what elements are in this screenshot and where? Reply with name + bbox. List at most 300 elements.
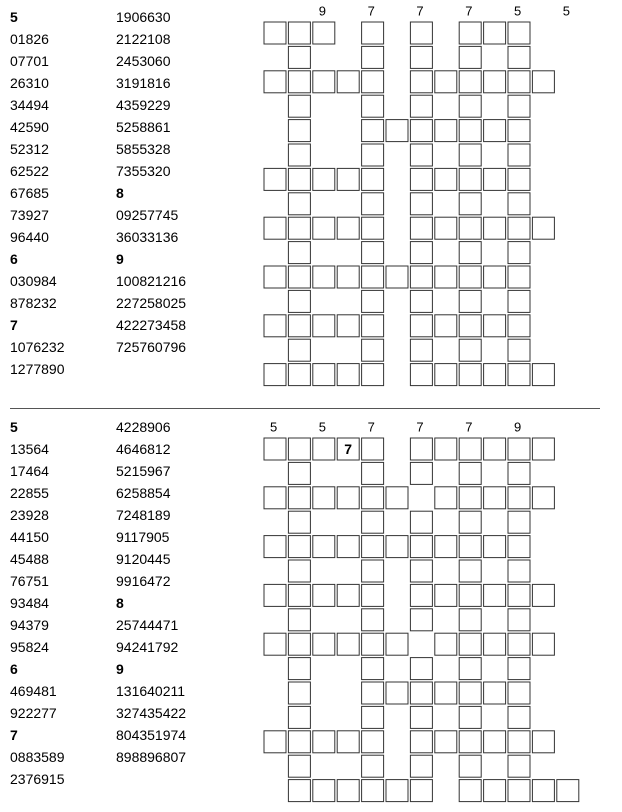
- word-entry: 2122108: [116, 31, 171, 47]
- grid-cell[interactable]: [288, 144, 310, 166]
- grid-cell[interactable]: [288, 193, 310, 215]
- grid-cell[interactable]: [435, 487, 457, 509]
- grid-cell[interactable]: [313, 633, 335, 655]
- grid-cell[interactable]: [459, 144, 481, 166]
- word-entry: 26310: [10, 75, 49, 91]
- grid-cell[interactable]: [508, 438, 530, 460]
- grid-cell[interactable]: [337, 536, 359, 558]
- grid-cell[interactable]: [435, 168, 457, 190]
- grid-cell[interactable]: [435, 266, 457, 288]
- grid-cell[interactable]: [508, 731, 530, 753]
- grid-cell[interactable]: [435, 584, 457, 606]
- grid-cell[interactable]: [459, 95, 481, 117]
- grid-cell[interactable]: [288, 290, 310, 312]
- word-entry: 93484: [10, 595, 49, 611]
- word-entry: 01826: [10, 31, 49, 47]
- grid-cell[interactable]: [313, 217, 335, 239]
- grid-cell[interactable]: [508, 71, 530, 93]
- grid-cell[interactable]: [532, 364, 554, 386]
- grid-cell[interactable]: [362, 95, 384, 117]
- grid-cell[interactable]: [386, 536, 408, 558]
- grid-cell[interactable]: [459, 217, 481, 239]
- grid-cell[interactable]: [410, 168, 432, 190]
- grid-cell[interactable]: [484, 168, 506, 190]
- grid-cell[interactable]: [386, 120, 408, 142]
- grid-cell[interactable]: [362, 71, 384, 93]
- grid-cell[interactable]: [508, 560, 530, 582]
- grid-cell[interactable]: [459, 438, 481, 460]
- grid-cell[interactable]: [362, 682, 384, 704]
- grid-cell[interactable]: [459, 46, 481, 68]
- grid-cell[interactable]: [410, 339, 432, 361]
- grid-cell[interactable]: [264, 536, 286, 558]
- grid-cell[interactable]: [313, 71, 335, 93]
- grid-cell[interactable]: [362, 438, 384, 460]
- grid-cell[interactable]: [508, 242, 530, 264]
- grid-cell[interactable]: [362, 731, 384, 753]
- grid-cell[interactable]: [288, 487, 310, 509]
- grid-cell[interactable]: [410, 364, 432, 386]
- length-header: 9: [116, 251, 124, 267]
- grid-cell[interactable]: [459, 71, 481, 93]
- grid-cell[interactable]: [410, 315, 432, 337]
- word-entry: 9916472: [116, 573, 171, 589]
- grid-cell[interactable]: [337, 266, 359, 288]
- grid-cell[interactable]: [288, 315, 310, 337]
- grid-cell[interactable]: [264, 71, 286, 93]
- grid-cell[interactable]: [508, 193, 530, 215]
- grid-cell[interactable]: [508, 315, 530, 337]
- word-entry: 7355320: [116, 163, 171, 179]
- grid-cell[interactable]: [435, 120, 457, 142]
- grid-cell[interactable]: [264, 438, 286, 460]
- grid-cell[interactable]: [410, 438, 432, 460]
- grid-cell[interactable]: [288, 339, 310, 361]
- grid-cell[interactable]: [435, 364, 457, 386]
- grid-cell[interactable]: [508, 339, 530, 361]
- word-entry: 1277890: [10, 361, 65, 377]
- grid-cell[interactable]: [313, 731, 335, 753]
- word-entry: 96440: [10, 229, 49, 245]
- grid-cell[interactable]: [264, 487, 286, 509]
- word-length-label: 9: [318, 3, 327, 19]
- grid-cell[interactable]: [264, 315, 286, 337]
- grid-cell[interactable]: [362, 706, 384, 728]
- grid-cell[interactable]: [484, 71, 506, 93]
- grid-cell[interactable]: [288, 536, 310, 558]
- grid-cell[interactable]: [362, 755, 384, 777]
- grid-cell[interactable]: [362, 266, 384, 288]
- grid-cell[interactable]: [264, 364, 286, 386]
- grid-cell[interactable]: [337, 633, 359, 655]
- grid-cell[interactable]: [508, 536, 530, 558]
- grid-cell[interactable]: [264, 168, 286, 190]
- grid-cell[interactable]: [459, 633, 481, 655]
- grid-cell[interactable]: [362, 487, 384, 509]
- grid-cell[interactable]: [410, 755, 432, 777]
- grid-cell[interactable]: [435, 217, 457, 239]
- word-length-label: 5: [318, 419, 327, 435]
- grid-cell[interactable]: [313, 22, 335, 44]
- word-entry: 17464: [10, 463, 49, 479]
- grid-cell[interactable]: [410, 462, 432, 484]
- grid-cell[interactable]: [288, 658, 310, 680]
- grid-cell[interactable]: [362, 290, 384, 312]
- grid-cell[interactable]: [508, 658, 530, 680]
- grid-cell[interactable]: [410, 511, 432, 533]
- grid-cell[interactable]: [264, 22, 286, 44]
- grid-cell[interactable]: [484, 633, 506, 655]
- crossword-grid: [0, 410, 622, 810]
- grid-cell[interactable]: [410, 217, 432, 239]
- grid-cell[interactable]: [410, 95, 432, 117]
- grid-cell[interactable]: [337, 364, 359, 386]
- grid-cell[interactable]: [508, 290, 530, 312]
- grid-cell[interactable]: [484, 731, 506, 753]
- grid-cell[interactable]: [288, 266, 310, 288]
- grid-cell[interactable]: [459, 755, 481, 777]
- grid-cell[interactable]: [313, 536, 335, 558]
- word-length-label: 7: [416, 419, 424, 435]
- word-entry: 1076232: [10, 339, 65, 355]
- grid-cell[interactable]: [288, 633, 310, 655]
- grid-cell[interactable]: [313, 584, 335, 606]
- grid-cell[interactable]: [362, 217, 384, 239]
- grid-cell[interactable]: [410, 266, 432, 288]
- word-entry: 725760796: [116, 339, 187, 355]
- grid-cell[interactable]: [532, 438, 554, 460]
- grid-cell[interactable]: [337, 217, 359, 239]
- grid-cell[interactable]: [508, 168, 530, 190]
- grid-cell[interactable]: [410, 560, 432, 582]
- grid-cell[interactable]: [386, 682, 408, 704]
- grid-cell[interactable]: [484, 22, 506, 44]
- crossword-grid: [0, 0, 622, 400]
- grid-cell[interactable]: [459, 290, 481, 312]
- grid-cell[interactable]: [288, 706, 310, 728]
- puzzle-2: [0, 410, 622, 810]
- grid-cell[interactable]: [337, 731, 359, 753]
- grid-cell[interactable]: [508, 633, 530, 655]
- word-entry: 52312: [10, 141, 49, 157]
- grid-cell[interactable]: [386, 633, 408, 655]
- grid-cell[interactable]: [410, 193, 432, 215]
- grid-cell[interactable]: [362, 780, 384, 802]
- grid-cell[interactable]: [362, 584, 384, 606]
- grid-cell[interactable]: [313, 780, 335, 802]
- grid-cell[interactable]: [288, 242, 310, 264]
- grid-cell[interactable]: [386, 780, 408, 802]
- grid-cell[interactable]: [410, 609, 432, 631]
- grid-cell[interactable]: [288, 560, 310, 582]
- word-length-label: 9: [514, 419, 522, 435]
- grid-cell[interactable]: [459, 339, 481, 361]
- length-header: 6: [10, 251, 18, 267]
- grid-cell[interactable]: [459, 609, 481, 631]
- grid-cell[interactable]: [459, 315, 481, 337]
- grid-cell[interactable]: [459, 266, 481, 288]
- grid-cell[interactable]: [484, 682, 506, 704]
- grid-cell[interactable]: [459, 706, 481, 728]
- grid-cell[interactable]: [288, 95, 310, 117]
- grid-cell[interactable]: [410, 242, 432, 264]
- grid-cell[interactable]: [435, 315, 457, 337]
- word-entry: 1906630: [116, 9, 171, 25]
- grid-cell[interactable]: [484, 266, 506, 288]
- grid-cell[interactable]: [484, 217, 506, 239]
- grid-cell[interactable]: [459, 560, 481, 582]
- length-header: 8: [116, 595, 124, 611]
- grid-cell[interactable]: [362, 339, 384, 361]
- grid-cell[interactable]: [459, 780, 481, 802]
- word-entry: 5258861: [116, 119, 171, 135]
- grid-cell[interactable]: [288, 22, 310, 44]
- grid-cell[interactable]: [435, 731, 457, 753]
- grid-cell[interactable]: [508, 609, 530, 631]
- grid-cell[interactable]: [362, 120, 384, 142]
- length-header: 6: [10, 661, 18, 677]
- grid-cell[interactable]: [410, 120, 432, 142]
- grid-cell[interactable]: [459, 731, 481, 753]
- grid-cell[interactable]: [410, 584, 432, 606]
- grid-cell[interactable]: [508, 584, 530, 606]
- grid-cell[interactable]: [386, 266, 408, 288]
- grid-cell[interactable]: [362, 560, 384, 582]
- grid-cell[interactable]: [410, 658, 432, 680]
- grid-cell[interactable]: [337, 168, 359, 190]
- grid-cell[interactable]: [459, 168, 481, 190]
- grid-cell[interactable]: [459, 536, 481, 558]
- grid-cell[interactable]: [508, 780, 530, 802]
- grid-cell[interactable]: [288, 731, 310, 753]
- grid-cell[interactable]: [459, 511, 481, 533]
- grid-cell[interactable]: [288, 168, 310, 190]
- grid-cell[interactable]: [508, 364, 530, 386]
- word-entry: 9117905: [116, 529, 170, 545]
- grid-cell[interactable]: [532, 71, 554, 93]
- grid-cell[interactable]: [362, 315, 384, 337]
- grid-cell[interactable]: [337, 487, 359, 509]
- grid-cell[interactable]: [362, 242, 384, 264]
- word-entry: 09257745: [116, 207, 179, 223]
- grid-cell[interactable]: [410, 780, 432, 802]
- grid-cell[interactable]: [484, 780, 506, 802]
- grid-cell[interactable]: [288, 364, 310, 386]
- word-length-label: 7: [367, 419, 375, 435]
- grid-cell[interactable]: [508, 95, 530, 117]
- grid-cell[interactable]: [557, 780, 579, 802]
- word-entry: 13564: [10, 441, 49, 457]
- length-header: 7: [10, 317, 18, 333]
- grid-cell[interactable]: [532, 584, 554, 606]
- word-entry: 94379: [10, 617, 49, 633]
- grid-cell[interactable]: [362, 633, 384, 655]
- grid-cell[interactable]: [508, 706, 530, 728]
- word-length-label: 5: [562, 3, 571, 19]
- word-entry: 469481: [10, 683, 57, 699]
- grid-cell[interactable]: [410, 22, 432, 44]
- grid-cell[interactable]: [313, 168, 335, 190]
- grid-cell[interactable]: [264, 584, 286, 606]
- grid-cell[interactable]: [288, 780, 310, 802]
- grid-cell[interactable]: [337, 780, 359, 802]
- word-entry: 22855: [10, 485, 49, 501]
- word-entry: 9120445: [116, 551, 171, 567]
- grid-cell[interactable]: [288, 584, 310, 606]
- word-entry: 5215967: [116, 463, 171, 479]
- grid-cell[interactable]: [288, 755, 310, 777]
- grid-cell[interactable]: [484, 438, 506, 460]
- grid-cell[interactable]: [362, 364, 384, 386]
- grid-cell[interactable]: [508, 755, 530, 777]
- grid-cell[interactable]: [532, 780, 554, 802]
- grid-cell[interactable]: [532, 217, 554, 239]
- grid-cell[interactable]: [362, 658, 384, 680]
- grid-cell[interactable]: [459, 22, 481, 44]
- grid-cell[interactable]: [459, 682, 481, 704]
- grid-cell[interactable]: [362, 609, 384, 631]
- grid-cell[interactable]: [410, 46, 432, 68]
- grid-cell[interactable]: [508, 120, 530, 142]
- grid-cell[interactable]: [337, 71, 359, 93]
- grid-cell[interactable]: [362, 193, 384, 215]
- word-entry: 73927: [10, 207, 49, 223]
- grid-cell[interactable]: [532, 731, 554, 753]
- grid-cell[interactable]: [508, 22, 530, 44]
- word-entry: 131640211: [116, 683, 186, 699]
- length-header: 5: [10, 9, 18, 25]
- grid-cell[interactable]: [435, 71, 457, 93]
- grid-cell[interactable]: [313, 487, 335, 509]
- grid-cell[interactable]: [459, 487, 481, 509]
- word-entry: 25744471: [116, 617, 179, 633]
- grid-cell[interactable]: [508, 682, 530, 704]
- grid-cell[interactable]: [484, 584, 506, 606]
- grid-cell[interactable]: [362, 511, 384, 533]
- word-entry: 6258854: [116, 485, 171, 501]
- grid-cell[interactable]: [337, 315, 359, 337]
- grid-cell[interactable]: [362, 168, 384, 190]
- word-length-label: 5: [514, 3, 522, 19]
- grid-cell[interactable]: [410, 682, 432, 704]
- grid-cell[interactable]: [484, 487, 506, 509]
- word-entry: 227258025: [116, 295, 187, 311]
- grid-cell[interactable]: [508, 511, 530, 533]
- grid-cell[interactable]: [508, 462, 530, 484]
- grid-cell[interactable]: [459, 364, 481, 386]
- grid-cell[interactable]: [484, 364, 506, 386]
- grid-cell[interactable]: [532, 633, 554, 655]
- grid-cell[interactable]: [362, 144, 384, 166]
- grid-cell[interactable]: [362, 46, 384, 68]
- word-entry: 922277: [10, 705, 57, 721]
- word-entry: 36033136: [116, 229, 179, 245]
- grid-cell[interactable]: [386, 487, 408, 509]
- length-header: 8: [116, 185, 124, 201]
- grid-cell[interactable]: [459, 462, 481, 484]
- length-header: 7: [10, 727, 18, 743]
- grid-cell[interactable]: [459, 242, 481, 264]
- grid-cell[interactable]: [435, 682, 457, 704]
- grid-cell[interactable]: [459, 193, 481, 215]
- grid-cell[interactable]: [288, 120, 310, 142]
- grid-cell[interactable]: [288, 609, 310, 631]
- grid-cell[interactable]: [484, 315, 506, 337]
- grid-cell[interactable]: [313, 266, 335, 288]
- grid-cell[interactable]: [410, 706, 432, 728]
- grid-cell[interactable]: [410, 144, 432, 166]
- word-entry: 422273458: [116, 317, 187, 333]
- grid-cell[interactable]: [362, 536, 384, 558]
- grid-cell[interactable]: [508, 266, 530, 288]
- grid-cell[interactable]: [435, 536, 457, 558]
- word-entry: 804351974: [116, 727, 187, 743]
- word-entry: 7248189: [116, 507, 171, 523]
- grid-cell[interactable]: [484, 120, 506, 142]
- grid-cell[interactable]: [288, 511, 310, 533]
- word-entry: 898896807: [116, 749, 187, 765]
- grid-cell[interactable]: [264, 266, 286, 288]
- puzzle-1: [0, 0, 622, 400]
- puzzle-divider: [10, 408, 600, 409]
- grid-cell[interactable]: [337, 584, 359, 606]
- grid-cell[interactable]: [313, 438, 335, 460]
- word-length-label: 7: [367, 3, 375, 19]
- grid-cell[interactable]: [508, 487, 530, 509]
- word-entry: 42590: [10, 119, 49, 135]
- grid-cell[interactable]: [313, 364, 335, 386]
- grid-cell[interactable]: [288, 217, 310, 239]
- grid-cell[interactable]: [410, 71, 432, 93]
- grid-cell[interactable]: [264, 731, 286, 753]
- grid-cell[interactable]: [484, 536, 506, 558]
- grid-cell[interactable]: [288, 462, 310, 484]
- grid-cell[interactable]: [459, 658, 481, 680]
- grid-cell[interactable]: [410, 290, 432, 312]
- grid-cell[interactable]: [288, 71, 310, 93]
- word-entry: 62522: [10, 163, 49, 179]
- word-entry: 76751: [10, 573, 49, 589]
- word-entry: 44150: [10, 529, 49, 545]
- grid-cell[interactable]: [288, 46, 310, 68]
- given-digit: 7: [344, 441, 352, 457]
- grid-cell[interactable]: [410, 536, 432, 558]
- word-entry: 878232: [10, 295, 57, 311]
- word-entry: 94241792: [116, 639, 179, 655]
- grid-cell[interactable]: [288, 438, 310, 460]
- word-length-label: 7: [416, 3, 424, 19]
- grid-cell[interactable]: [288, 682, 310, 704]
- grid-cell[interactable]: [459, 120, 481, 142]
- grid-cell[interactable]: [508, 144, 530, 166]
- grid-cell[interactable]: [508, 46, 530, 68]
- grid-cell[interactable]: [508, 217, 530, 239]
- grid-cell[interactable]: [313, 315, 335, 337]
- grid-cell[interactable]: [459, 584, 481, 606]
- grid-cell[interactable]: [435, 438, 457, 460]
- grid-cell[interactable]: [532, 487, 554, 509]
- word-entry: 07701: [10, 53, 49, 69]
- grid-cell[interactable]: [362, 462, 384, 484]
- grid-cell[interactable]: [362, 22, 384, 44]
- word-entry: 0883589: [10, 749, 65, 765]
- grid-cell[interactable]: [435, 633, 457, 655]
- grid-cell[interactable]: [410, 731, 432, 753]
- grid-cell[interactable]: [264, 633, 286, 655]
- length-header: 5: [10, 419, 18, 435]
- word-entry: 23928: [10, 507, 49, 523]
- grid-cell[interactable]: [264, 217, 286, 239]
